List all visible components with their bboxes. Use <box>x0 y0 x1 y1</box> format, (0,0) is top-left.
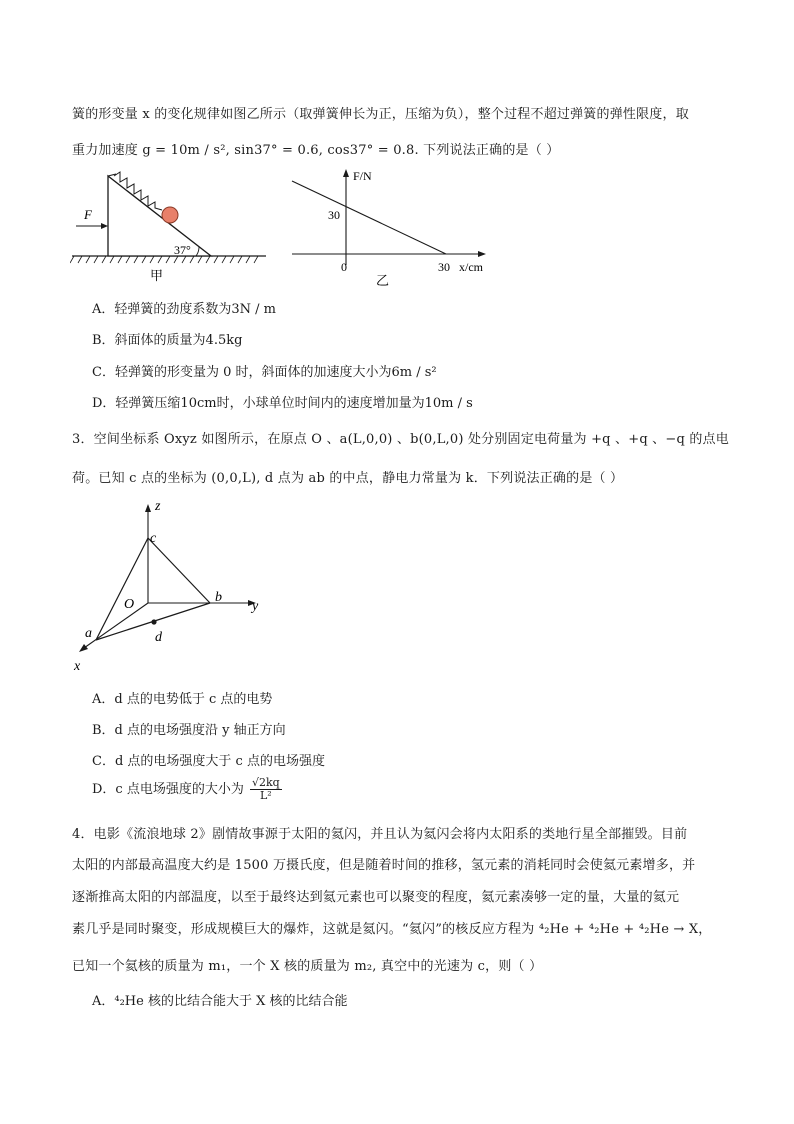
z-axis-label: z <box>155 499 161 514</box>
a-label: a <box>85 626 92 641</box>
figure-yi <box>290 165 500 290</box>
q2-option-d: D．轻弹簧压缩10cm时，小球单位时间内的速度增加量为10m / s <box>92 396 473 411</box>
q2-option-c: C．轻弹簧的形变量为 0 时，斜面体的加速度大小为6m / s² <box>92 365 437 380</box>
q3-option-d-text: D．c 点电场强度的大小为 <box>92 782 244 797</box>
fraction-numerator: √2kq <box>251 776 280 789</box>
point-d <box>151 619 156 624</box>
c-label: c <box>150 531 157 546</box>
figure-jia-caption: 甲 <box>150 268 164 283</box>
q2-option-a: A．轻弹簧的劲度系数为3N / m <box>92 302 277 317</box>
q2-option-b: B．斜面体的质量为4.5kg <box>92 333 243 348</box>
force-arrow-head <box>101 223 108 229</box>
q3-option-a: A．d 点的电势低于 c 点的电势 <box>92 692 273 707</box>
ball <box>162 207 178 223</box>
figure-yi-caption: 乙 <box>376 273 390 288</box>
x-axis-label: x <box>74 659 81 673</box>
q3-option-b: B．d 点的电场强度沿 y 轴正方向 <box>92 723 286 738</box>
q3-option-d-fraction <box>250 777 282 802</box>
y-axis-label: y <box>252 599 259 614</box>
q2-text-line-2: 重力加速度 g = 10m / s², sin37° = 0.6, cos37° = 0.8. 下列说法正确的是（ ） <box>72 143 560 158</box>
fraction-denominator: L² <box>259 789 272 802</box>
figure-jia <box>70 170 270 285</box>
d-label: d <box>155 630 162 645</box>
b-label: b <box>215 590 222 605</box>
q4-option-a: A．⁴₂He 核的比结合能大于 X 核的比结合能 <box>92 994 348 1009</box>
x-intercept-label: 30 <box>438 260 450 274</box>
q2-text-line-1: 簧的形变量 x 的变化规律如图乙所示（取弹簧伸长为正，压缩为负），整个过程不超过弹簧的弹性限度，取 <box>72 107 689 122</box>
q3-option-d <box>92 777 282 802</box>
y-axis-label: F/N <box>353 169 372 183</box>
q4-text-line-4: 素几乎是同时聚变，形成规模巨大的爆炸，这就是氦闪。“氦闪”的核反应方程为 ⁴₂He + ⁴₂He + ⁴₂He → X， <box>72 922 712 937</box>
q4-text-line-1: 4．电影《流浪地球 2》剧情故事源于太阳的氦闪，并且认为氦闪会将内太阳系的类地行星全部摧毁。目前 <box>72 827 688 842</box>
angle-label: 37° <box>174 243 191 257</box>
figure-coordinate-system <box>70 498 270 673</box>
force-displacement-line <box>292 181 446 254</box>
x-axis-label: x/cm <box>459 260 483 274</box>
q3-text-line-1: 3．空间坐标系 Oxyz 如图所示，在原点 O 、a(L,0,0) 、b(0,L,0) 处分别固定电荷量为 +q 、+q 、−q 的点电 <box>72 432 729 447</box>
origin-label: 0 <box>341 260 347 274</box>
incline-block <box>108 176 211 256</box>
q3-text-line-2: 荷。已知 c 点的坐标为 (0,0,L), d 点为 ab 的中点，静电力常量为 k．下列说法正确的是（ ） <box>72 471 624 486</box>
force-label: F <box>84 207 92 222</box>
q3-option-c: C．d 点的电场强度大于 c 点的电场强度 <box>92 754 325 769</box>
q4-text-line-2: 太阳的内部最高温度大约是 1500 万摄氏度，但是随着时间的推移，氢元素的消耗同时会使氦元素增多，并 <box>72 858 696 873</box>
y-intercept-label: 30 <box>328 208 340 222</box>
q4-text-line-5: 已知一个氦核的质量为 m₁，一个 X 核的质量为 m₂, 真空中的光速为 c，则（ ） <box>72 959 543 974</box>
q4-text-line-3: 逐渐推高太阳的内部温度，以至于最终达到氦元素也可以聚变的程度，氦元素凑够一定的量，大量的氦元 <box>72 890 680 905</box>
origin-o-label: O <box>124 597 135 612</box>
